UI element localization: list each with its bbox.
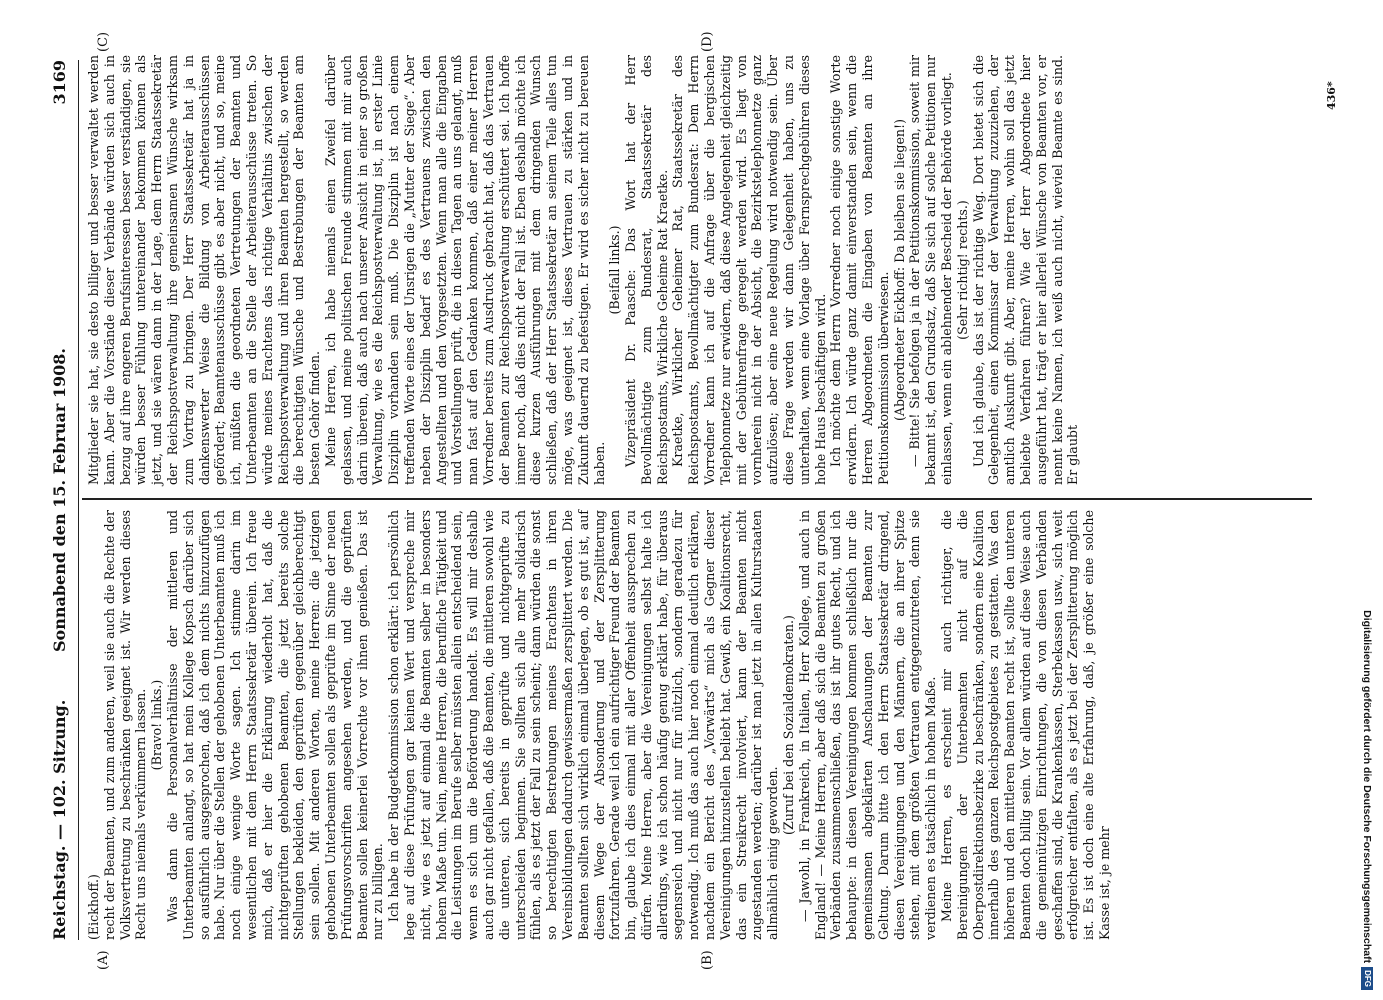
interjection: (Zuruf bei den Sozialdemokraten.) <box>781 615 797 835</box>
right-column <box>86 55 1081 485</box>
column-rule <box>82 498 1312 500</box>
paragraph: — Bitte! Sie befolgen ja in der Petitionskommission, soweit mir bekannt ist, den Grundsatz, daß Sie sich auf solche Petitionen nur einlassen, wenn ein ablehnender Bescheid der Behörde vorliegt. <box>907 55 955 485</box>
digitization-credit <box>1357 10 1377 990</box>
margin-marker-b: (B) <box>700 950 715 970</box>
paragraph: Mitglieder sie hat, sie desto billiger und besser verwaltet werden kann. Aber die Vorstände dieser Verbände würden sich auch in bezug auf ihre engeren Berufsinteressen besser verständigen, sie würden besser Fühlung untereinander bekommen können als jetzt, und sie wären dann in der Lage, dem Herrn Staatssekretär der Reichspostverwaltung ihre gemeinsamen Wünsche wirksam zum Vortrag zu bringen. Der Herr Staatssekretär hat ja in dankenswerter Weise die Bildung von Arbeiterausschüssen gefördert; Beamtenausschüsse gibt es aber nicht, und so, meine ich, müßten die geordneten Vertretungen der Beamten und Unterbeamten an die Stelle der Arbeiterausschüsse treten. So würde meines Erachtens das richtige Verhältnis zwischen der Reichspostverwaltung und ihren Beamten hergestellt, so werden die berechtigten Wünsche und Bestrebungen der Beamten am besten Gehör finden. <box>86 55 323 485</box>
paragraph: Ich möchte dem Herrn Vorredner noch einige sonstige Worte erwidern. Ich würde ganz damit einverstanden sein, wenn die Herren Abgeordneten die Eingaben von Beamten an ihre Petitionskommission überwiesen. <box>828 55 891 485</box>
interjection: (Bravo! links.) <box>149 679 165 771</box>
header-date: Sonnabend den 15. Februar 1908. <box>50 348 69 652</box>
paragraph: Meine Herren, ich habe niemals einen Zweifel darüber gelassen, und meine politischen Freunde stimmen mit mir auch darin überein, daß auch nach unserer Ansicht in einer so großen Verwaltung, wie es die Reichspostverwaltung ist, in erster Linie Disziplin vorhanden sein muß. Die Disziplin ist nach einem treffenden Worte eines der Unsrigen die „Mutter der Siege“. Aber neben der Disziplin bedarf es des Vertrauens zwischen den Angestellten und den Vorgesetzten. Wenn man alle die Eingaben und Vorstellungen prüft, die in diesen Tagen an uns gelangt, muß man fast auf den Gedanken kommen, daß einer meiner Herren Vorredner bereits zum Ausdruck gebracht hat, daß das Vertrauen der Beamten zur Reichspostverwaltung erschüttert sei. Ich hoffe immer noch, daß dies nicht der Fall ist. Eben deshalb möchte ich diese kurzen Ausführungen mit dem dringenden Wunsch schließen, daß der Herr Staatssekretär an seinem Teile alles tun möge, was geeignet ist, dieses Vertrauen zu stärken und in Zukunft dauernd zu befestigen. Er wird es sicher nicht zu bereuen haben. <box>322 55 607 485</box>
credit-text: Digitalisierung gefördert durch die Deutsche Forschungsgemeinschaft <box>1361 610 1373 964</box>
header-left: Reichstag. — 102. Sitzung. <box>50 699 69 940</box>
margin-marker-c: (C) <box>96 31 111 52</box>
paragraph: — Jawohl, in Frankreich, in Italien, Herr Kollege, und auch in England! — Meine Herren, aber daß sich die Beamten zu großen Verbänden zusammenschließen, das ist ihr gutes Recht, und ich behaupte: in diesen Vereinigungen kommen schließlich nur die gemeinsamen abgeklärten Anschauungen der Beamten zur Geltung. Darum bitte ich den Herrn Staatssekretär dringend, diesen Vereinigungen und den Männern, die an ihrer Spitze stehen, mit dem größten Vertrauen entgegenzutreten, denn sie verdienen es tatsächlich in hohem Maße. <box>796 510 939 940</box>
paragraph: Und ich glaube, das ist der richtige Weg. Dort bietet sich die Gelegenheit, einen Kommissar der Verwaltung zuzuziehen, der amtlich Auskunft gibt. Aber, meine Herren, wohin soll das jetzt beliebte Verfahren führen? Wie der Herr Abgeordnete hier ausgeführt hat, trägt er hier allerlei Wünsche von Beamten vor, er nennt keine Namen, ich weiß auch nicht, wieviel Beamte es sind. Er glaubt <box>970 55 1081 485</box>
interjection: (Sehr richtig! rechts.) <box>954 200 970 340</box>
signature-mark: 436* <box>1325 81 1338 110</box>
margin-marker-a: (A) <box>96 950 111 970</box>
paragraph: recht der Beamten, und zum anderen, weil sie auch die Rechte der Volksvertretung zu beschränken geeignet ist. Wir werden dieses Recht uns niemals verkümmern lassen. <box>101 510 149 940</box>
paragraph: Vizepräsident Dr. Paasche: Das Wort hat der Herr Bevollmächtigte zum Bundesrat, Staatssekretär des Reichspostamts, Wirkliche Geheime Rat Kraetke. <box>623 55 670 485</box>
dfg-logo: DFG <box>1361 967 1373 990</box>
paragraph: Meine Herren, es erscheint mir auch richtiger, die Bereinigungen der Unterbeamten nicht auf die Oberpostdirektionsbezirke zu beschränken, sondern eine Koalition innerhalb des ganzen Reichspostgebietes zu gestatten. Was den höheren und den mittleren Beamten recht ist, sollte den unteren Beamten doch billig sein. Vor allem würden auf diese Weise auch die gemeinnützigen Einrichtungen, die von diesen Verbänden geschaffen sind, die Krankenkassen, Sterbekassen usw., sich weit erfolgreicher entfalten, als es jetzt bei der Zersplitterung möglich ist. Es ist doch eine alte Erfahrung, daß, je größer eine solche Kasse ist, je mehr <box>939 510 1112 940</box>
interjection: (Beifall links.) <box>607 225 623 315</box>
interjection: (Abgeordneter Eickhoff: Da bleiben sie liegen!) <box>891 119 907 422</box>
page-number: 3169 <box>50 60 69 105</box>
speaker-tag: (Eickhoff.) <box>86 874 101 940</box>
left-column <box>86 510 1113 940</box>
paragraph: Was dann die Personalverhältnisse der mittleren und Unterbeamten anlangt, so hat mein Kollege Kopsch darüber sich so ausführlich ausgesprochen, daß ich dem nichts hinzuzufügen habe. Nur über die Stellen der gehobenen Unterbeamten muß ich noch einige wenige Worte sagen. Ich stimme darin im wesentlichen mit dem Herrn Staatssekretär überein. Ich freue mich, daß er hier die Erklärung wiederholt hat, daß die nichtgeprüften gehobenen Beamten, die jetzt bereits solche Stellungen bekleiden, den geprüften gegenüber gleichberechtigt sein sollen. Mit anderen Worten, meine Herren: die jetzigen gehobenen Unterbeamten sollen als geprüfte im Sinne der neuen Prüfungsvorschriften angesehen werden, und die geprüften Beamten sollen keinerlei Vorrechte vor ihnen genießen. Das ist nur zu billigen. <box>164 510 386 940</box>
paragraph: Kraetke, Wirklicher Geheimer Rat, Staatssekretär des Reichspostamts, Bevollmächtigter zum Bundesrat: Dem Herrn Vorredner kann ich auf die Anfrage über die bergischen Telephonnetze nur erwidern, daß diese Angelegenheit gleichzeitig mit der Gebührenfrage geregelt werden wird. Es liegt von vornherein nicht in der Absicht, die Bezirkstelephonnetze ganz aufzulösen; aber eine neue Regelung wird notwendig sein. Über diese Frage werden wir dann Gelegenheit haben, uns zu unterhalten, wenn eine Vorlage über Fernsprechgebühren dieses hohe Haus beschäftigen wird. <box>670 55 828 485</box>
header-rule <box>78 60 79 940</box>
page-header <box>50 60 72 940</box>
paragraph: Ich habe in der Budgetkommission schon erklärt: ich persönlich lege auf diese Prüfungen gar keinen Wert und verspreche mir nicht, wie es jetzt auf einmal die Beamten selber in besonders hohem Maße tun. Nein, meine Herren, die berufliche Tätigkeit und die Leistungen im Berufe selber müssten allein entscheidend sein, wenn es sich um die Beförderung handelt. Es will mir deshalb auch gar nicht gefallen, daß die Beamten, die mittleren sowohl wie die unteren, sich bereits in geprüfte und nichtgeprüfte zu unterscheiden beginnen. Sie sollten sich alle mehr solidarisch fühlen, als es jetzt der Fall zu sein scheint; dann würden die sonst so berechtigten Bestrebungen meines Erachtens in ihren Vereinsbildungen dadurch gewissermaßen zersplittert werden. Die Beamten sollten sich wirklich einmal überlegen, ob es gut ist, auf diesem Wege der Absonderung und der Zersplitterung fortzufahren. Gerade weil ich ein aufrichtiger Freund der Beamten bin, glaube ich dies einmal mit aller Offenheit aussprechen zu dürfen. Meine Herren, aber die Vereinigungen selbst halte ich allerdings, wie ich schon häufig genug erklärt habe, für überaus segensreich und nicht nur für nützlich, sondern geradezu für notwendig. Ich muß das auch hier noch einmal deutlich erklären, nachdem ein Bericht des „Vorwärts“ mich als Gegner dieser Vereinigungen hinzustellen beliebt hat. Gewiß, ein Koalitionsrecht, das ein Streikrecht involviert, kann der Beamten nicht zugestanden werden; darüber ist man jetzt in allen Kulturstaaten allmählich einig geworden. <box>386 510 781 940</box>
margin-marker-d: (D) <box>700 31 715 52</box>
